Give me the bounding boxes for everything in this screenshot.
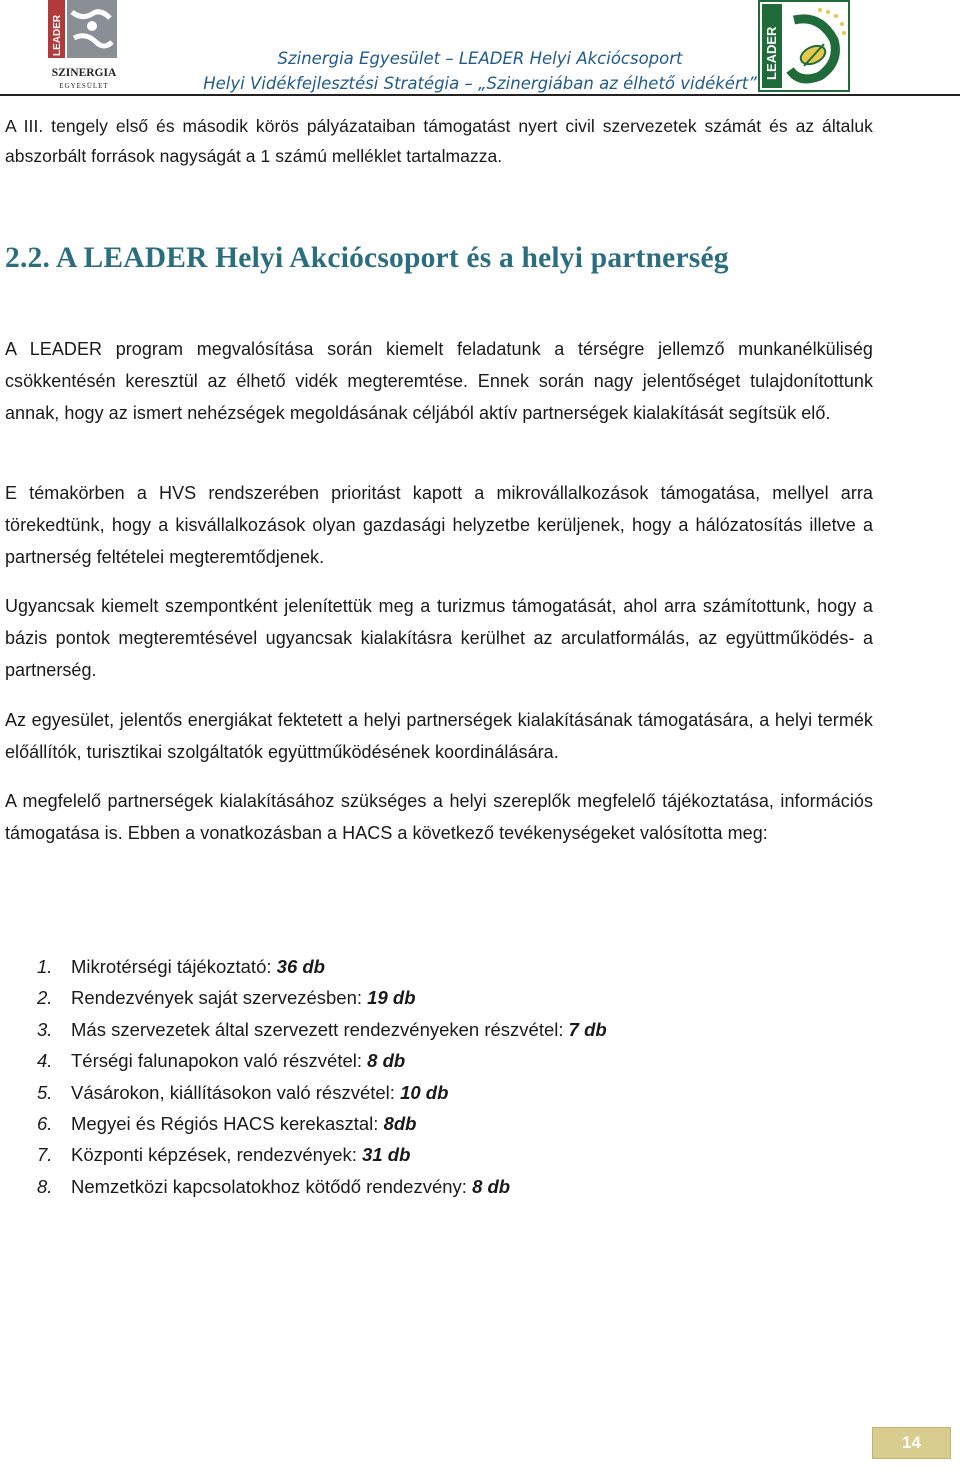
list-item-number: 7. <box>37 1144 53 1166</box>
list-item-value: 8 db <box>472 1175 511 1197</box>
szinergia-logo-sub: EGYESÜLET <box>59 82 109 90</box>
list-item-label: Térségi falunapokon való részvétel: <box>71 1050 368 1072</box>
intro-paragraph: A III. tengely első és második körös pályázataiban támogatást nyert civil szervezetek számát és az általuk abszorbált források nagyságát a 1 számú melléklet tartalmazza. <box>5 116 873 166</box>
header-line-2: Helyi Vidékfejlesztési Stratégia – „Szinergiában az élhető vidékért” <box>203 74 757 93</box>
list-item-number: 2. <box>37 987 53 1009</box>
page-header <box>0 0 960 96</box>
list-item-label: Nemzetközi kapcsolatokhoz kötődő rendezvény: <box>71 1175 473 1197</box>
header-divider <box>0 94 960 96</box>
list-item-value: 19 db <box>367 987 416 1009</box>
paragraph-2: E témakörben a HVS rendszerében prioritást kapott a mikrovállalkozások támogatása, mellyel arra törekedtünk, hogy a kisvállalkozások olyan gazdasági helyzetbe kerüljenek, hogy a hálózatosítás illetve a partnerség feltételei megteremtődjenek. <box>5 483 873 567</box>
list-item-value: 8 db <box>367 1050 406 1072</box>
list-item-label: Vásárokon, kiállításokon való részvétel: <box>71 1081 401 1103</box>
list-item-label: Központi képzések, rendezvények: <box>71 1144 363 1166</box>
list-item-number: 3. <box>37 1018 53 1040</box>
list-item-label: Mikrotérségi tájékoztató: <box>71 956 277 977</box>
list-item-number: 6. <box>37 1112 53 1134</box>
list-item-value: 7 db <box>568 1018 607 1040</box>
list-item-value: 36 db <box>276 956 325 977</box>
leader-logo-text: LEADER <box>764 26 779 80</box>
list-item-label: Más szervezetek által szervezett rendezvényeken részvétel: <box>71 1018 569 1040</box>
list-item-number: 4. <box>37 1050 53 1072</box>
paragraph-5: A megfelelő partnerségek kialakításához szükséges a helyi szereplők megfelelő tájékoztatása, információs támogatása is. Ebben a vonatkozásban a HACS a következő tevékenységeket valósította meg: <box>5 791 873 843</box>
paragraph-1: A LEADER program megvalósítása során kiemelt feladatunk a térségre jellemző munkanélküliség csökkentésén keresztül az élhető vidék megteremtése. Ennek során nagy jelentőséget tulajdonítottunk annak, hogy az ismert nehézségek megoldásának céljából aktív partnerségek kialakítását segítsük elő. <box>5 339 873 423</box>
page-number: 14 <box>902 1433 921 1452</box>
list-item-value: 31 db <box>362 1144 411 1166</box>
list-item-number: 8. <box>37 1175 53 1197</box>
section-heading: 2.2. A LEADER Helyi Akciócsoport és a helyi partnerség <box>5 242 729 274</box>
list-item-label: Megyei és Régiós HACS kerekasztal: <box>71 1112 384 1134</box>
list-item-number: 5. <box>37 1081 53 1103</box>
list-item-label: Rendezvények saját szervezésben: <box>71 987 368 1009</box>
list-item-value: 10 db <box>400 1081 449 1103</box>
paragraph-4: Az egyesület, jelentős energiákat fektetett a helyi partnerségek kialakításának támogatására, a helyi termék előállítók, turisztikai szolgáltatók együttműködésének koordinálására. <box>5 710 873 762</box>
leader-eu-logo-icon <box>758 0 850 92</box>
header-line-1: Szinergia Egyesület – LEADER Helyi Akciócsoport <box>277 49 683 68</box>
page-number-box <box>872 1427 951 1459</box>
list-item-number: 1. <box>37 956 53 977</box>
list-item-value: 8db <box>383 1112 417 1134</box>
paragraph-3: Ugyancsak kiemelt szempontként jelenítettük meg a turizmus támogatását, ahol arra számítottunk, hogy a bázis pontok megteremtésével ugyancsak kialakításra kerülhet az arculatformálás, az együttműködés- a partnerség. <box>5 596 873 680</box>
szinergia-logo-leader-text: LEADER <box>52 14 63 56</box>
szinergia-logo-name: SZINERGIA <box>51 67 117 79</box>
